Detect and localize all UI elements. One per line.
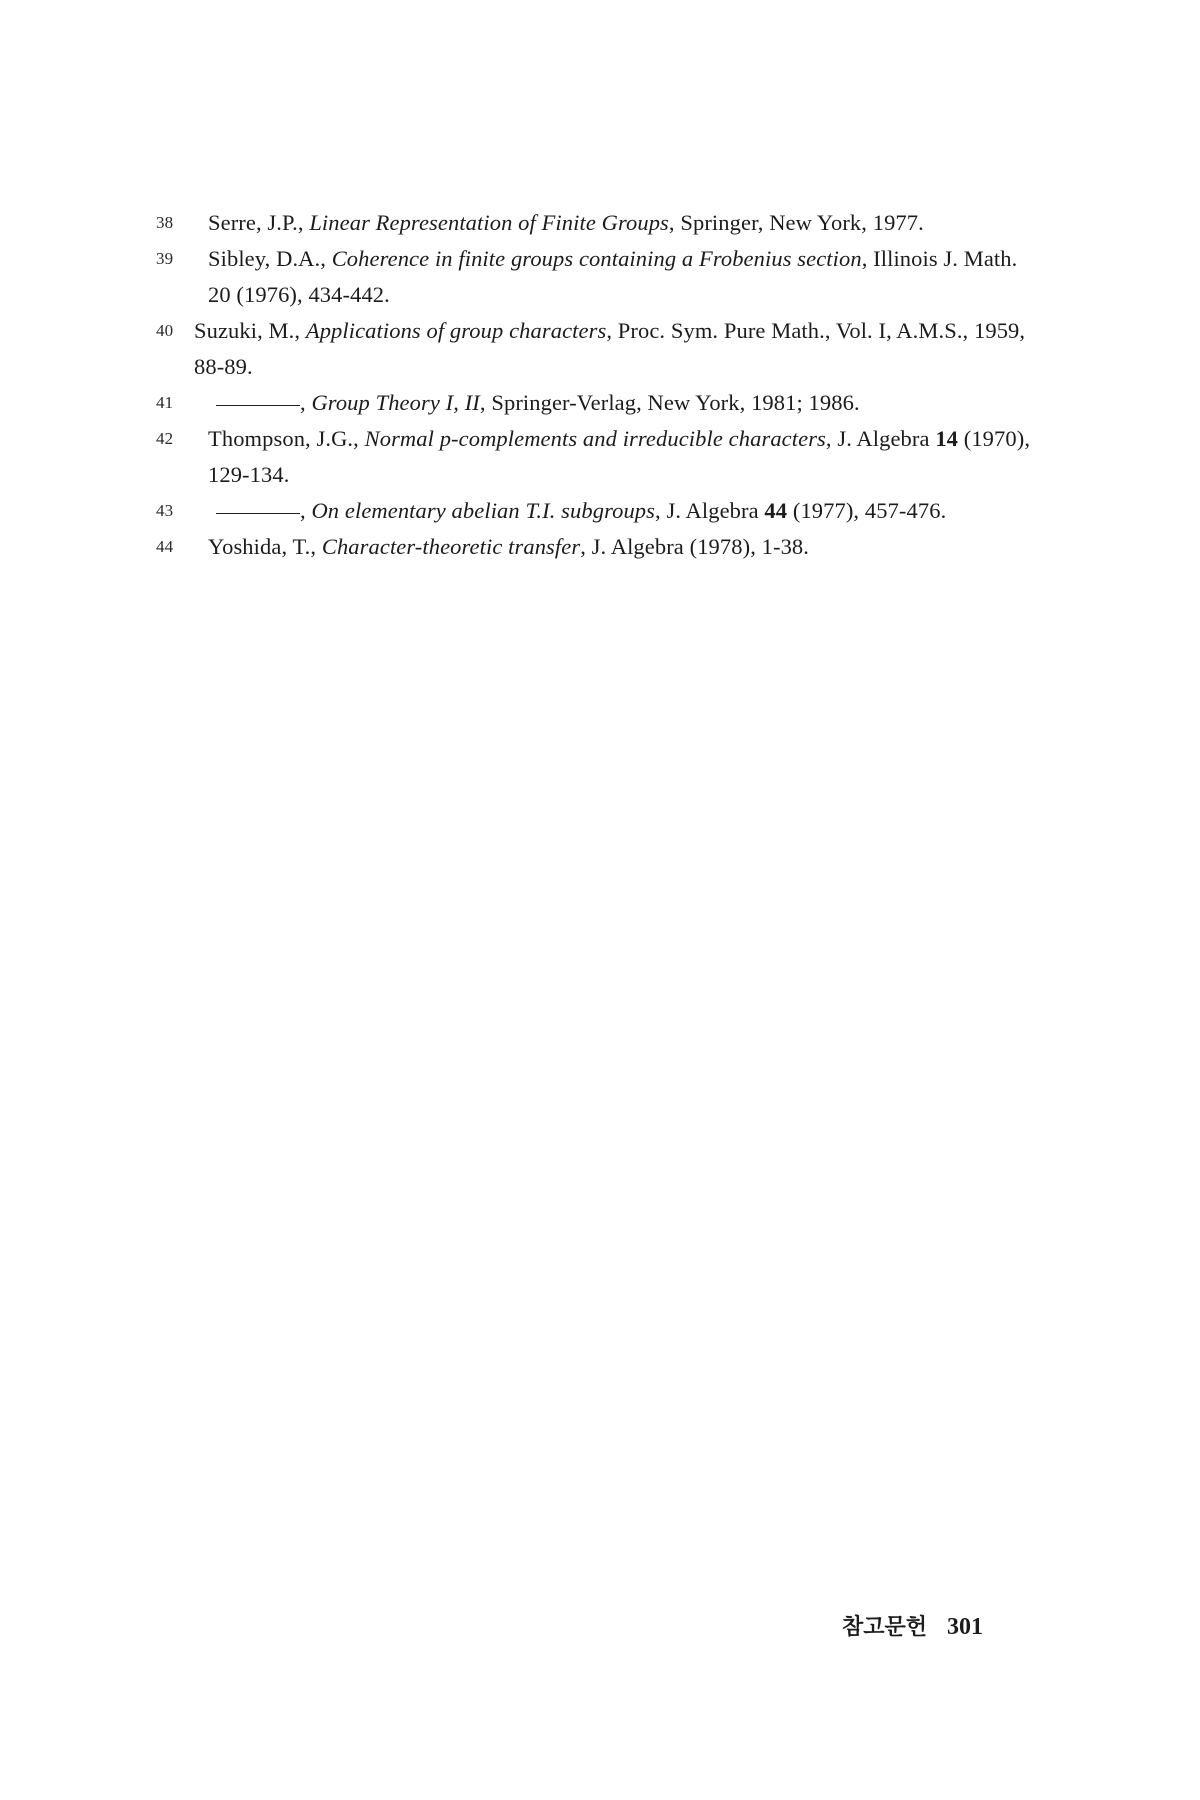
- reference-volume: 14: [935, 426, 959, 451]
- reference-title: Normal p-complements and irreducible characters: [364, 426, 826, 451]
- reference-title: Applications of group characters: [305, 318, 607, 343]
- reference-source: , J. Algebra (1978), 1-38.: [580, 534, 810, 559]
- reference-number: 40: [156, 321, 174, 340]
- reference-number: 41: [156, 393, 174, 412]
- reference-number: 42: [156, 429, 174, 448]
- page-number: 301: [947, 1614, 984, 1640]
- reference-title: Group Theory I, II: [311, 390, 480, 415]
- reference-author: Thompson, J.G.,: [208, 426, 365, 451]
- reference-title: Character-theoretic transfer: [321, 534, 581, 559]
- reference-source: , Springer, New York, 1977.: [668, 210, 924, 235]
- reference-list: [156, 205, 1036, 565]
- reference-pages: (1977), 457-476.: [787, 498, 947, 523]
- reference-volume: 44: [764, 498, 788, 523]
- reference-item: [156, 529, 1036, 565]
- ditto-dash: [216, 404, 300, 406]
- reference-item: [156, 421, 1036, 493]
- reference-item: [156, 241, 1036, 313]
- reference-author: Suzuki, M.,: [194, 318, 306, 343]
- reference-title: Linear Representation of Finite Groups: [309, 210, 669, 235]
- reference-source: , J. Algebra: [655, 498, 765, 523]
- reference-item: [156, 205, 1036, 241]
- reference-item: [156, 385, 1036, 421]
- reference-title: On elementary abelian T.I. subgroups: [311, 498, 656, 523]
- reference-author: Yoshida, T.,: [208, 534, 322, 559]
- reference-source: , Proc. Sym. Pure Math., Vol. I, A.M.S., 1959, 88-89.: [194, 318, 1026, 379]
- reference-pages: (1970), 129-134.: [208, 426, 1031, 487]
- page-footer: [842, 1610, 983, 1641]
- reference-number: 44: [156, 537, 174, 556]
- reference-number: 43: [156, 501, 174, 520]
- reference-author: Sibley, D.A.,: [208, 246, 332, 271]
- reference-author: Serre, J.P.,: [208, 210, 310, 235]
- reference-number: 39: [156, 249, 174, 268]
- section-title: 참고문헌: [842, 1615, 928, 1640]
- reference-author: ,: [300, 498, 312, 523]
- reference-author: ,: [300, 390, 312, 415]
- reference-title: Coherence in finite groups containing a Frobenius section: [331, 246, 862, 271]
- reference-source: , Illinois J. Math. 20 (1976), 434-442.: [208, 246, 1018, 307]
- ditto-dash: [216, 512, 300, 514]
- reference-source: , Springer-Verlag, New York, 1981; 1986.: [479, 390, 860, 415]
- reference-item: [156, 493, 1036, 529]
- reference-number: 38: [156, 213, 174, 232]
- reference-item: [156, 313, 1036, 385]
- reference-source: , J. Algebra: [825, 426, 936, 451]
